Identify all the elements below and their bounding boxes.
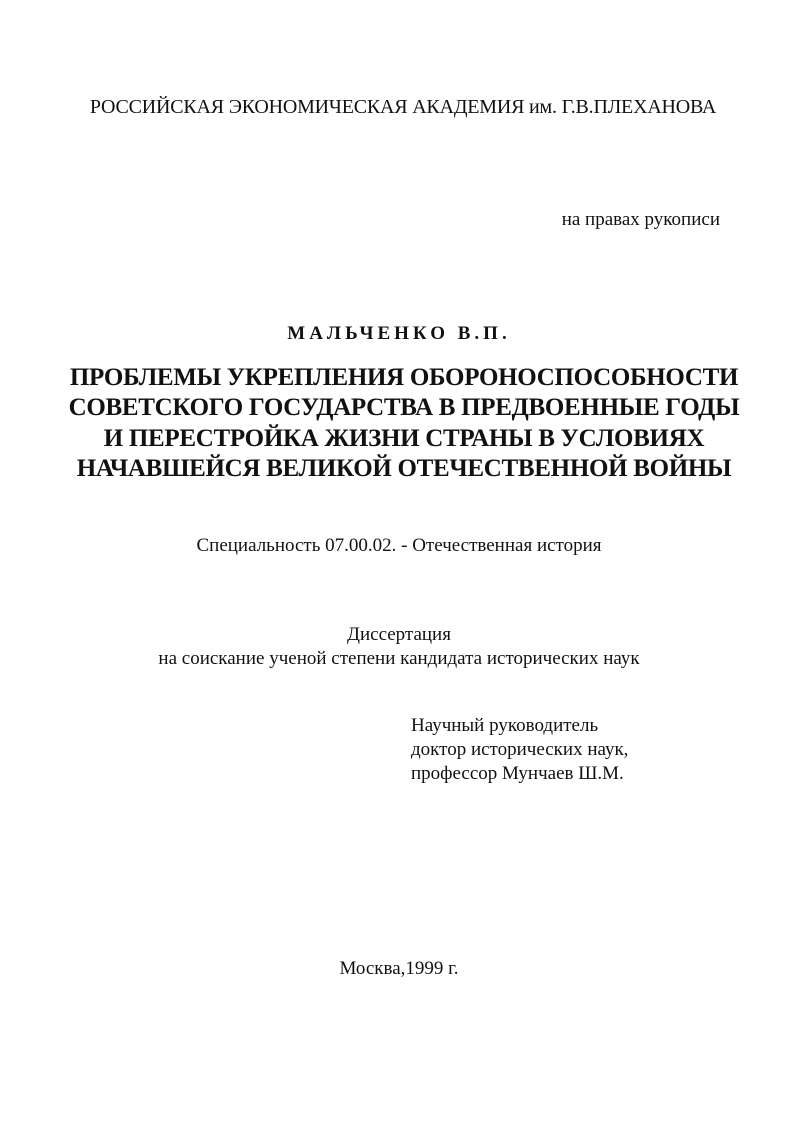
title-line: ПРОБЛЕМЫ УКРЕПЛЕНИЯ ОБОРОНОСПОСОБНОСТИ (69, 364, 739, 391)
place-year: Москва,1999 г. (339, 958, 459, 979)
dissertation-degree: на соискание ученой степени кандидата исторических наук (158, 648, 640, 669)
supervisor-line: Научный руководитель (411, 715, 599, 736)
specialty: Специальность 07.00.02. - Отечественная история (196, 535, 602, 556)
supervisor-line: доктор исторических наук, (411, 739, 629, 760)
title-line: И ПЕРЕСТРОЙКА ЖИЗНИ СТРАНЫ В УСЛОВИЯХ (103, 425, 705, 452)
institution-name: РОССИЙСКАЯ ЭКОНОМИЧЕСКАЯ АКАДЕМИЯ им. Г.В.ПЛЕХАНОВА (89, 96, 717, 118)
title-line: СОВЕТСКОГО ГОСУДАРСТВА В ПРЕДВОЕННЫЕ ГОДЫ (68, 394, 740, 421)
manuscript-note: на правах рукописи (561, 209, 720, 230)
supervisor-line: профессор Мунчаев Ш.М. (411, 763, 624, 784)
title-line: НАЧАВШЕЙСЯ ВЕЛИКОЙ ОТЕЧЕСТВЕННОЙ ВОЙНЫ (76, 455, 732, 482)
dissertation-type: Диссертация (347, 624, 451, 645)
author-name: МАЛЬЧЕНКО В.П. (287, 323, 511, 344)
